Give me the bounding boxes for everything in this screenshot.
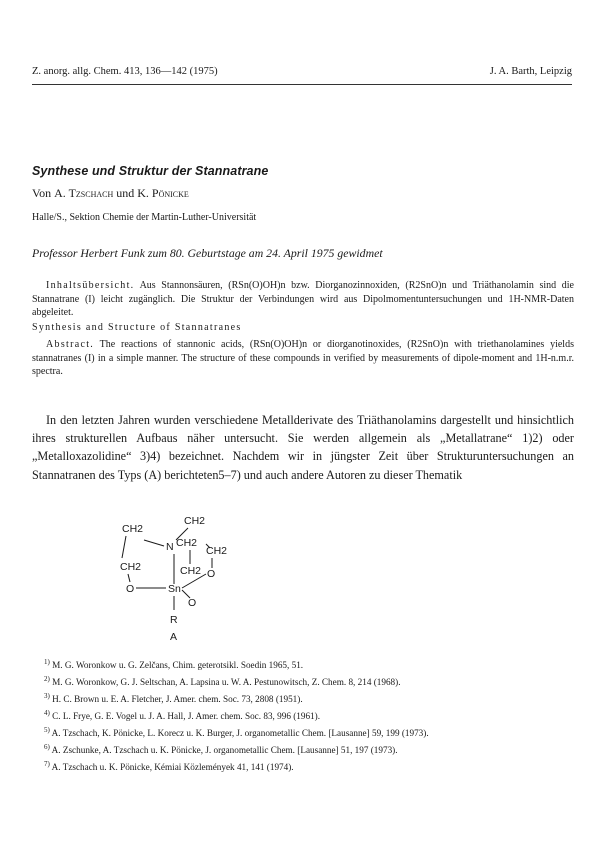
header-rule xyxy=(32,84,572,85)
footnotes xyxy=(32,655,574,774)
authors-join: und xyxy=(116,186,135,200)
footnote-number: 6) xyxy=(44,743,50,752)
abstract-english xyxy=(32,338,574,379)
abstract-german-text: Aus Stannonsäuren, (RSn(O)OH)n bzw. Diorganozinnoxiden, (R2SnO)n und Triäthanolamin sind die Stannatrane (I) leicht zugänglich. Die Struktur der Verbindungen wird aus Dipolmomentuntersuchungen und 1H-NMR-Daten abgeleitet. xyxy=(32,280,574,318)
bond-sn-o-bottom xyxy=(182,590,190,598)
abstract-german xyxy=(32,279,574,320)
r-group-label: R xyxy=(170,614,178,626)
structure-figure-a xyxy=(110,510,240,645)
ch2-mid: CH2 xyxy=(176,537,198,549)
authors-prefix: Von xyxy=(32,186,52,200)
footnote-2 xyxy=(32,672,574,689)
footnote-6 xyxy=(32,740,574,757)
footnote-text: A. Zschunke, A. Tzschach u. K. Pönicke, J. organometallic Chem. [Lausanne] 51, 197 (1973). xyxy=(51,745,398,756)
stannatrane-structure-diagram xyxy=(110,510,240,645)
abstract-english-text: The reactions of stannonic acids, (RSn(O)OH)n or diorganotinoxides, (R2SnO)n with triethanolamines yields stannatranes (I) in a simple manner. The structure of these compounds in verified by measurements of dipole-moment and 1H-n.m.r. spectra. xyxy=(32,339,574,377)
author-2: K. Pönicke xyxy=(137,186,189,200)
footnote-3 xyxy=(32,689,574,706)
dedication: Professor Herbert Funk zum 80. Geburtstage am 24. April 1975 gewidmet xyxy=(32,246,383,260)
bond-ch2-ch2-left xyxy=(122,536,126,558)
footnote-5 xyxy=(32,723,574,740)
affiliation: Halle/S., Sektion Chemie der Martin-Luther-Universität xyxy=(32,212,257,223)
abstract-english-label: Abstract. xyxy=(46,339,95,350)
journal-citation: Z. anorg. allg. Chem. 413, 136—142 (1975) xyxy=(32,66,218,77)
footnote-1 xyxy=(32,655,574,672)
footnote-text: A. Tzschach u. K. Pönicke, Kémiai Közlemények 41, 141 (1974). xyxy=(51,762,294,773)
abstract-german-label: Inhaltsübersicht. xyxy=(46,280,135,291)
english-title: Synthesis and Structure of Stannatranes xyxy=(32,322,242,333)
footnote-number: 3) xyxy=(44,692,50,701)
oxygen-right: O xyxy=(207,568,216,580)
author-1: A. Tzschach xyxy=(54,186,114,200)
footnote-number: 1) xyxy=(44,658,50,666)
footnote-text: M. G. Woronkow u. G. Zelčans, Chim. geterotsikl. Soedin 1965, 51. xyxy=(52,660,304,671)
footnote-number: 2) xyxy=(44,675,50,684)
ch2-top-right: CH2 xyxy=(184,515,206,527)
tin-label: Sn xyxy=(168,583,181,595)
publisher: J. A. Barth, Leipzig xyxy=(489,66,572,77)
compound-label: A xyxy=(170,631,178,643)
footnote-number: 7) xyxy=(44,760,50,769)
ch2-left: CH2 xyxy=(120,561,142,573)
body-paragraph: In den letzten Jahren wurden verschiedene Metallderivate des Triäthanolamins dargestellt und hinsichtlich ihres strukturellen Aufbaus näher untersucht. Sie werden allgemein als „Metallatrane“ 1)2) oder „Metalloxazolidine“ 3)4) bezeichnet. Nachdem wir in jüngster Zeit über Strukturuntersuchungen an Stannatranen des Typs (A) berichteten5–7) und auch andere Autoren zu dieser Thematik xyxy=(32,413,574,482)
oxygen-bottom: O xyxy=(188,597,197,609)
ch2-right: CH2 xyxy=(206,545,228,557)
footnote-number: 5) xyxy=(44,726,50,735)
footnote-4 xyxy=(32,706,574,723)
footnote-text: H. C. Brown u. E. A. Fletcher, J. Amer. chem. Soc. 73, 2808 (1951). xyxy=(52,694,303,705)
nitrogen-label: N xyxy=(166,541,174,553)
ch2-top-left: CH2 xyxy=(122,523,144,535)
footnote-text: M. G. Woronkow, G. J. Seltschan, A. Lapsina u. W. A. Pestunowitsch, Z. Chem. 8, 214 (1968). xyxy=(52,677,401,688)
footnote-text: C. L. Frye, G. E. Vogel u. J. A. Hall, J. Amer. chem. Soc. 83, 996 (1961). xyxy=(52,711,321,722)
oxygen-left: O xyxy=(126,583,135,595)
footnote-7 xyxy=(32,757,574,774)
ch2-lower: CH2 xyxy=(180,565,202,577)
footnote-text: A. Tzschach, K. Pönicke, L. Korecz u. K. Burger, J. organometallic Chem. [Lausanne] 59, 199 (1973). xyxy=(51,728,429,739)
article-title: Synthese und Struktur der Stannatrane xyxy=(32,164,269,178)
bond-ch2-n-left xyxy=(144,540,164,546)
author-line xyxy=(32,186,189,201)
bond-ch2-o-left xyxy=(128,574,130,582)
footnote-number: 4) xyxy=(44,709,50,718)
